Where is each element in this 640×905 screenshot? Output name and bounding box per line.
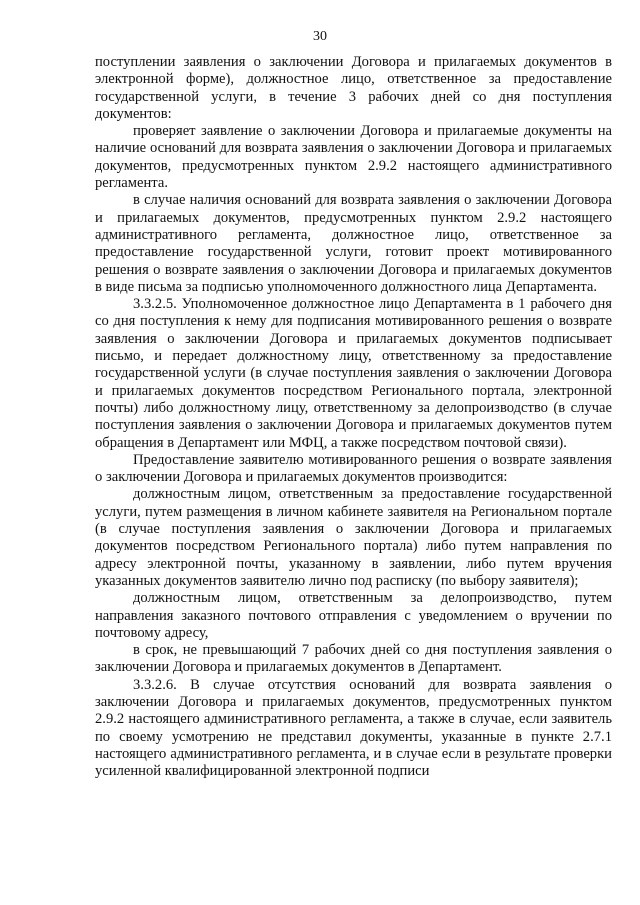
paragraph-6: должностным лицом, ответственным за предоставление государственной услуги, путем размещения в личном кабинете заявителя на Региональном портале (в случае поступления заявления о заключении Договора и прилагаемых документов посредством Регионального портала) либо путем направления по адресу электронной почты, указанному в заявлении, либо путем вручения указанных документов заявителю лично под расписку (по выбору заявителя);: [95, 486, 612, 589]
paragraph-5: Предоставление заявителю мотивированного решения о возврате заявления о заключении Договора и прилагаемых документов производится:: [95, 451, 612, 486]
paragraph-2: проверяет заявление о заключении Договора и прилагаемые документы на наличие оснований для возврата заявления о заключении Договора и прилагаемых документов, предусмотренных пунктом 2.9.2 настоящего административного регламента.: [95, 123, 612, 192]
page-number: 30: [313, 29, 327, 44]
paragraph-8: в срок, не превышающий 7 рабочих дней со дня поступления заявления о заключении Договора и прилагаемых документов в Департамент.: [95, 642, 612, 676]
paragraph-3: в случае наличия оснований для возврата заявления о заключении Договора и прилагаемых документов, предусмотренных пунктом 2.9.2 настоящего административного регламента, должностное лицо, ответственное за предоставление государственной услуги, готовит проект мотивированного решения о возврате заявления о заключении Договора и прилагаемых документов в виде письма за подписью уполномоченного должностного лица Департамента.: [95, 192, 612, 295]
paragraph-4: 3.3.2.5. Уполномоченное должностное лицо Департамента в 1 рабочего дня со дня поступления к нему для подписания мотивированного решения о возврате заявления о заключении Договора и прилагаемых документов подписывает письмо, и передает должностному лицу, ответственному за предоставление государственной услуги (в случае поступления заявления о заключении Договора и прилагаемых документов посредством Регионального портала, электронной почты) либо должностному лицу, ответственному за делопроизводство (в случае поступления заявления о заключении Договора и прилагаемых документов путем обращения в Департамент или МФЦ, а также посредством почтовой связи).: [95, 296, 612, 451]
paragraph-1: поступлении заявления о заключении Договора и прилагаемых документов в электронной форме), должностное лицо, ответственное за предоставление государственной услуги, в течение 3 рабочих дней со дня поступления документов:: [95, 54, 612, 122]
paragraph-9: 3.3.2.6. В случае отсутствия оснований для возврата заявления о заключении Договора и прилагаемых документов, предусмотренных пунктом 2.9.2 настоящего административного регламента, а также в случае, если заявитель по своему усмотрению не представил документы, указанные в пункте 2.7.1 настоящего административного регламента, и в случае если в результате проверки усиленной квалифицированной электронной подписи: [95, 676, 612, 780]
document-body: [95, 54, 612, 780]
paragraph-7: должностным лицом, ответственным за делопроизводство, путем направления заказного почтового отправления с уведомлением о вручении по почтовому адресу,: [95, 590, 612, 641]
